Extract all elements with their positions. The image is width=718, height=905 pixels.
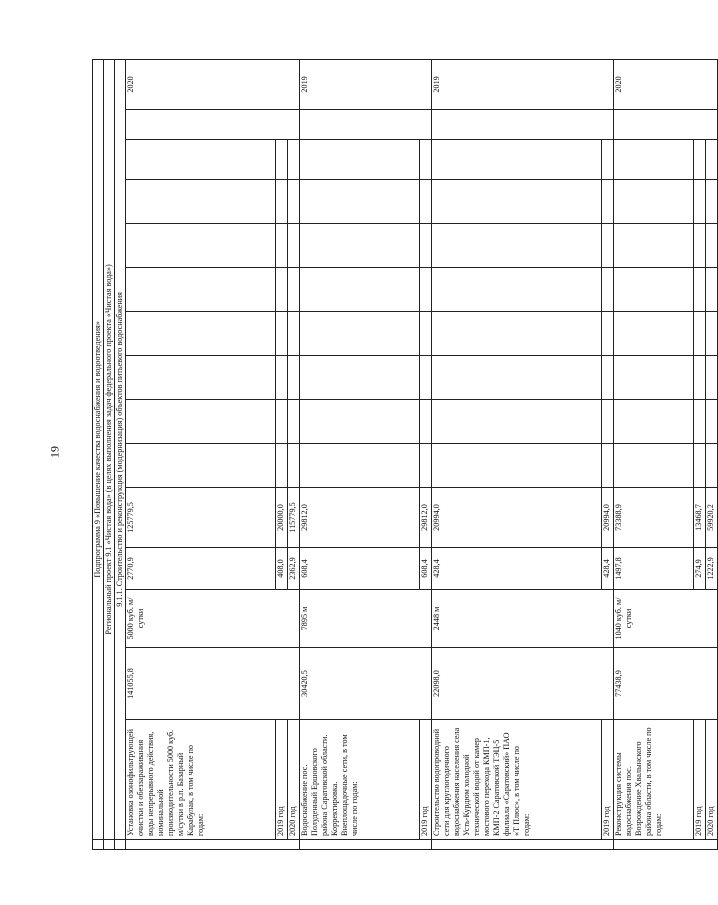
project-capacity: 2448 м — [432, 590, 614, 648]
empty-cell — [694, 180, 706, 224]
year-fin-b: 13468,7 — [694, 488, 706, 548]
empty-cell — [126, 180, 276, 224]
empty-cell — [126, 400, 276, 444]
project-row — [126, 59, 276, 849]
empty-cell — [420, 268, 432, 312]
year-fin-a: 408,0 — [276, 548, 288, 590]
empty-cell — [694, 268, 706, 312]
empty-cell — [288, 268, 300, 312]
empty-cell — [432, 180, 602, 224]
margin-cell — [104, 840, 115, 850]
project-cost: 141055,8 — [126, 648, 300, 720]
project-fin-b: 125779,5 — [126, 488, 276, 548]
empty-cell — [432, 444, 602, 488]
page-number: 19 — [47, 446, 62, 458]
project-capacity: 5000 куб. м/сутки — [126, 590, 300, 648]
empty-cell — [706, 400, 718, 444]
year-label: 2020 год — [706, 720, 718, 840]
project-fin-b: 73388,9 — [614, 488, 694, 548]
empty-cell — [602, 400, 614, 444]
empty-cell — [126, 444, 276, 488]
empty-cell — [432, 400, 602, 444]
empty-cell — [126, 140, 276, 180]
year-fin-b: 59920,2 — [706, 488, 718, 548]
empty-cell — [602, 268, 614, 312]
empty-cell — [420, 180, 432, 224]
empty-cell — [276, 444, 288, 488]
project-capacity: 1040 куб. м/сутки — [614, 590, 718, 648]
program-table — [92, 59, 718, 850]
empty-cell — [602, 140, 614, 180]
empty-cell — [276, 140, 288, 180]
margin-cell — [432, 840, 614, 850]
empty-cell — [706, 312, 718, 356]
project-name: Водоснабжение пос. Полуденный Ершовского района Саратовской области. Корректировка. Внеплощадочные сети, в том числе по годам: — [300, 720, 420, 840]
empty-cell — [288, 140, 300, 180]
project-year: 2019 — [432, 59, 614, 109]
margin-cell — [126, 840, 300, 850]
empty-cell — [126, 356, 276, 400]
year-label: 2019 год — [276, 720, 288, 840]
project-fin-a: 608,4 — [300, 548, 420, 590]
empty-cell — [602, 180, 614, 224]
empty-cell — [300, 356, 420, 400]
year-row — [706, 59, 718, 849]
empty-cell — [300, 140, 420, 180]
empty-cell — [420, 444, 432, 488]
empty-cell — [706, 444, 718, 488]
empty-cell — [432, 110, 614, 140]
empty-cell — [614, 224, 694, 268]
year-row — [602, 59, 614, 849]
project-cost: 30420,5 — [300, 648, 432, 720]
empty-cell — [694, 356, 706, 400]
year-fin-a: 2362,9 — [288, 548, 300, 590]
empty-cell — [694, 400, 706, 444]
empty-cell — [614, 312, 694, 356]
year-fin-b: 20000,0 — [276, 488, 288, 548]
margin-cell — [614, 840, 718, 850]
empty-cell — [300, 110, 432, 140]
empty-cell — [614, 356, 694, 400]
empty-cell — [288, 180, 300, 224]
year-label: 2019 год — [694, 720, 706, 840]
empty-cell — [602, 356, 614, 400]
project-name: Реконструкция системы водоснабжения пос. Возрождение Хвалынского района области, в том числе по годам: — [614, 720, 694, 840]
empty-cell — [288, 356, 300, 400]
empty-cell — [276, 400, 288, 444]
year-label: 2019 год — [420, 720, 432, 840]
project-cost: 77438,9 — [614, 648, 718, 720]
empty-cell — [694, 224, 706, 268]
margin-cell — [93, 840, 104, 850]
section-header: 9.1.1. Строительство и реконструкция (модернизация) объектов питьевого водоснабжения — [115, 59, 126, 839]
project-fin-b: 20994,0 — [432, 488, 602, 548]
empty-cell — [432, 312, 602, 356]
subprogram-header: Подпрограмма 9 «Повышение качества водоснабжения и водоотведения» — [93, 59, 104, 839]
project-row — [614, 59, 694, 849]
empty-cell — [694, 312, 706, 356]
margin-cell — [300, 840, 432, 850]
year-row — [694, 59, 706, 849]
project-name: Установка озонофильтрующей очистки и обеззараживания воды непрерывного действия, номинальной производительности 5000 куб. м/сутки в р.п. Базарный Карабулак, в том числе по годам: — [126, 720, 276, 840]
project-fin-a: 428,4 — [432, 548, 602, 590]
project-row — [300, 59, 420, 849]
empty-cell — [432, 224, 602, 268]
year-row — [288, 59, 300, 849]
empty-cell — [300, 444, 420, 488]
empty-cell — [420, 356, 432, 400]
empty-cell — [300, 312, 420, 356]
empty-cell — [288, 312, 300, 356]
year-fin-b: 20994,0 — [602, 488, 614, 548]
empty-cell — [420, 224, 432, 268]
empty-cell — [694, 444, 706, 488]
empty-cell — [602, 224, 614, 268]
project-year: 2020 — [614, 59, 718, 109]
empty-cell — [432, 268, 602, 312]
project-name: Строительство водопроводной сети для круглогодичного водоснабжения населения села Усть-Курдюм холодной технической водой от камер мостового перехода КМП-1, КМП-2 Саратовской ТЭЦ-5 филиала «Саратовский» ПАО «Т Плюс», в том числе по годам: — [432, 720, 602, 840]
empty-cell — [614, 180, 694, 224]
empty-cell — [300, 268, 420, 312]
empty-cell — [288, 444, 300, 488]
empty-cell — [432, 356, 602, 400]
project-row — [432, 59, 602, 849]
empty-cell — [276, 268, 288, 312]
empty-cell — [420, 312, 432, 356]
empty-cell — [614, 268, 694, 312]
empty-cell — [614, 400, 694, 444]
empty-cell — [706, 356, 718, 400]
empty-cell — [300, 400, 420, 444]
empty-cell — [420, 140, 432, 180]
empty-cell — [276, 356, 288, 400]
year-fin-b: 115779,5 — [288, 488, 300, 548]
empty-cell — [288, 400, 300, 444]
margin-cell — [115, 840, 126, 850]
project-fin-b: 29812,0 — [300, 488, 420, 548]
empty-cell — [126, 312, 276, 356]
empty-cell — [276, 180, 288, 224]
empty-cell — [276, 224, 288, 268]
empty-cell — [300, 224, 420, 268]
year-row — [420, 59, 432, 849]
empty-cell — [706, 180, 718, 224]
empty-cell — [420, 400, 432, 444]
empty-cell — [602, 444, 614, 488]
project-fin-a: 2770,9 — [126, 548, 276, 590]
year-fin-a: 428,4 — [602, 548, 614, 590]
year-fin-a: 274,9 — [694, 548, 706, 590]
empty-cell — [706, 268, 718, 312]
year-label: 2019 год — [602, 720, 614, 840]
empty-cell — [300, 180, 420, 224]
regional-project-header: Региональный проект 9.1 «Чистая вода» (в целях выполнения задач федерального проекта «Чистая вода») — [104, 59, 115, 839]
empty-cell — [126, 110, 300, 140]
year-fin-a: 608,4 — [420, 548, 432, 590]
empty-cell — [706, 140, 718, 180]
empty-cell — [614, 444, 694, 488]
empty-cell — [614, 140, 694, 180]
empty-cell — [432, 140, 602, 180]
empty-cell — [126, 268, 276, 312]
project-capacity: 7895 м — [300, 590, 432, 648]
year-row — [276, 59, 288, 849]
year-fin-a: 1222,9 — [706, 548, 718, 590]
year-fin-b: 29812,0 — [420, 488, 432, 548]
project-fin-a: 1497,8 — [614, 548, 694, 590]
empty-cell — [706, 224, 718, 268]
project-cost: 22098,0 — [432, 648, 614, 720]
empty-cell — [694, 140, 706, 180]
empty-cell — [602, 312, 614, 356]
empty-cell — [276, 312, 288, 356]
empty-cell — [288, 224, 300, 268]
year-label: 2020 год — [288, 720, 300, 840]
empty-cell — [614, 110, 718, 140]
project-year: 2020 — [126, 59, 300, 109]
project-year: 2019 — [300, 59, 432, 109]
empty-cell — [126, 224, 276, 268]
rotated-document-table — [92, 60, 715, 850]
